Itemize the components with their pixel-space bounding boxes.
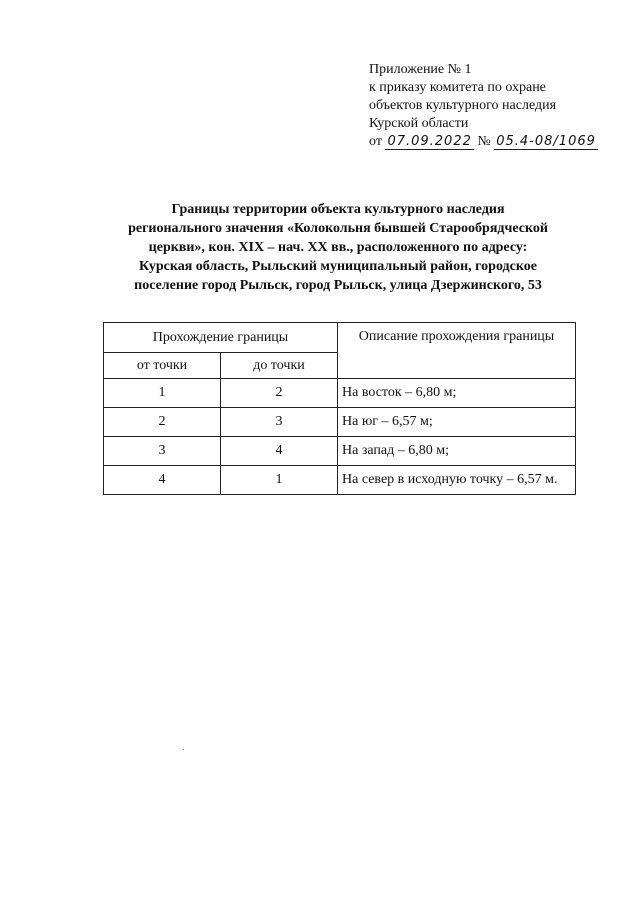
annex-committee-line: объектов культурного наследия (369, 98, 557, 113)
scan-speck (183, 749, 184, 750)
annex-region-line: Курской области (369, 116, 469, 131)
cell-description: На запад – 6,80 м; (338, 437, 576, 466)
annex-order-line: к приказу комитета по охране (369, 80, 546, 95)
header-boundary-passage: Прохождение границы (104, 323, 338, 353)
cell-description: На юг – 6,57 м; (338, 408, 576, 437)
annex-title: Приложение № 1 (369, 62, 472, 77)
table-row (104, 437, 576, 466)
title-line-2: регионального значения «Колокольня бывшей Старообрядческой (128, 221, 548, 236)
title-line-4: Курская область, Рыльский муниципальный район, городское (139, 259, 537, 274)
cell-from: 2 (104, 408, 221, 437)
handwritten-number: 05.4-08/1069 (496, 134, 596, 149)
cell-description: На восток – 6,80 м; (338, 379, 576, 408)
boundary-table (103, 322, 576, 495)
title-line-1: Границы территории объекта культурного наследия (171, 202, 505, 217)
document-title (100, 200, 576, 295)
cell-description: На север в исходную точку – 6,57 м. (338, 466, 576, 495)
title-line-5: поселение город Рыльск, город Рыльск, улица Дзержинского, 53 (134, 278, 542, 293)
table-header-row (104, 323, 576, 353)
header-from-point: от точки (104, 353, 221, 379)
cell-to: 3 (221, 408, 338, 437)
annex-date-number-line (369, 133, 629, 151)
table-row (104, 408, 576, 437)
cell-from: 4 (104, 466, 221, 495)
cell-to: 4 (221, 437, 338, 466)
handwritten-date: 07.09.2022 (387, 134, 472, 149)
number-prefix: № (477, 134, 491, 149)
annex-header (369, 61, 629, 151)
header-to-point: до точки (221, 353, 338, 379)
date-prefix: от (369, 134, 382, 149)
cell-to: 1 (221, 466, 338, 495)
title-line-3: церкви», кон. XIX – нач. XX вв., расположенного по адресу: (148, 240, 528, 255)
table-row (104, 379, 576, 408)
cell-from: 3 (104, 437, 221, 466)
table-row (104, 466, 576, 495)
cell-to: 2 (221, 379, 338, 408)
cell-from: 1 (104, 379, 221, 408)
header-description: Описание прохождения границы (338, 323, 576, 379)
